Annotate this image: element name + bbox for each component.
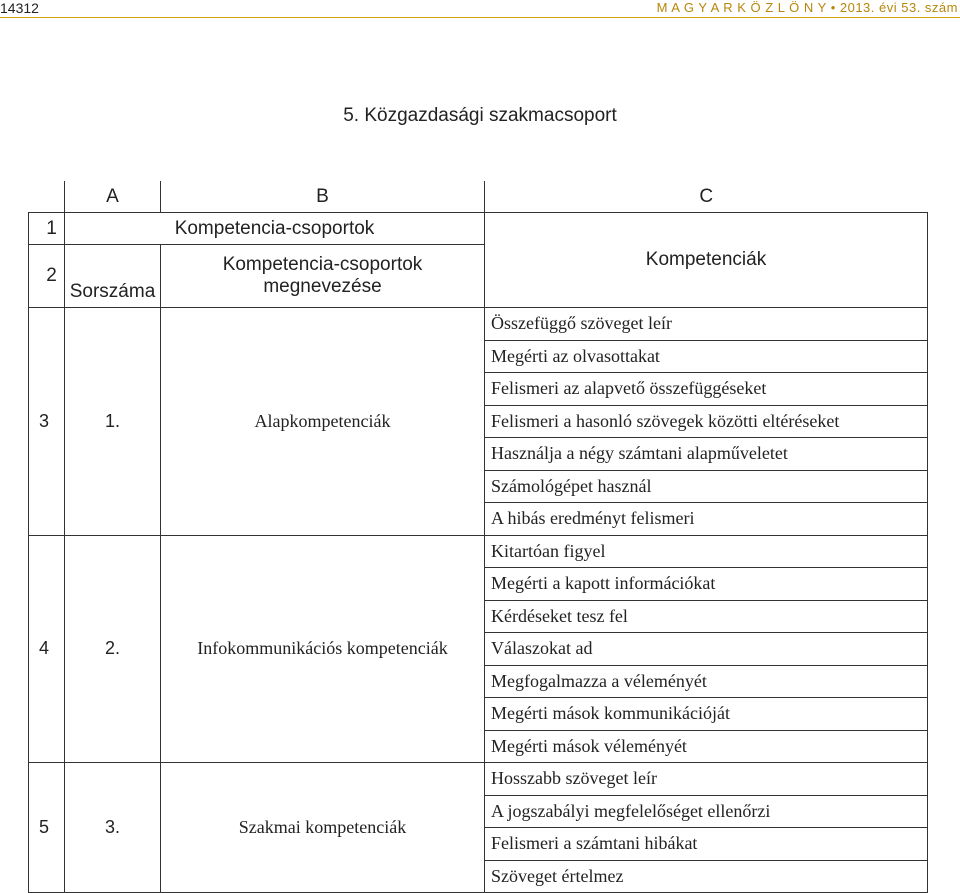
serial-header: Sorszáma	[65, 245, 161, 308]
competency-item: Válaszokat ad	[485, 633, 928, 666]
competency-item: Megérti mások véleményét	[485, 730, 928, 763]
competency-item: Megérti a kapott információkat	[485, 568, 928, 601]
competency-item: Kérdéseket tesz fel	[485, 600, 928, 633]
competency-item: Felismeri a hasonló szövegek közötti eltéréseket	[485, 405, 928, 438]
competency-item: Megérti az olvasottakat	[485, 340, 928, 373]
competencies-header: Kompetenciák	[485, 213, 928, 308]
journal-title: M A G Y A R K Ö Z L Ö N Y • 2013. évi 53. szám	[656, 0, 958, 15]
competency-item: Hosszabb szöveget leír	[485, 763, 928, 796]
group-header: Kompetencia-csoportok	[65, 213, 485, 245]
competency-item: A jogszabályi megfelelőséget ellenőrzi	[485, 795, 928, 828]
competency-item: Összefüggő szöveget leír	[485, 308, 928, 341]
column-letter-a: A	[65, 181, 161, 213]
group-name: Infokommunikációs kompetenciák	[161, 535, 485, 763]
row-number: 4	[29, 535, 65, 763]
header-rule	[0, 17, 960, 18]
competency-item: Használja a négy számtani alapműveletet	[485, 438, 928, 471]
competency-item: A hibás eredményt felismeri	[485, 503, 928, 536]
page-header	[0, 0, 960, 20]
competency-item: Számológépet használ	[485, 470, 928, 503]
group-serial: 3.	[65, 763, 161, 893]
group-serial: 1.	[65, 308, 161, 536]
group-name: Alapkompetenciák	[161, 308, 485, 536]
column-letter-row	[29, 181, 928, 213]
row-number: 1	[29, 213, 65, 245]
competency-item: Kitartóan figyel	[485, 535, 928, 568]
competency-item: Felismeri az alapvető összefüggéseket	[485, 373, 928, 406]
row-number: 3	[29, 308, 65, 536]
page-number: 14312	[0, 0, 39, 16]
competency-item: Felismeri a számtani hibákat	[485, 828, 928, 861]
section-title: 5. Közgazdasági szakmacsoport	[343, 105, 617, 126]
column-letter-c: C	[485, 181, 928, 213]
table-row	[29, 535, 928, 568]
group-name: Szakmai kompetenciák	[161, 763, 485, 893]
table-row	[29, 308, 928, 341]
row-number: 2	[29, 245, 65, 308]
competency-item: Megérti mások kommunikációját	[485, 698, 928, 731]
competency-item: Megfogalmazza a véleményét	[485, 665, 928, 698]
row-number: 5	[29, 763, 65, 893]
column-letter-b: B	[161, 181, 485, 213]
name-header: Kompetencia-csoportok megnevezése	[161, 245, 485, 308]
group-serial: 2.	[65, 535, 161, 763]
competency-item: Szöveget értelmez	[485, 860, 928, 893]
corner-cell	[29, 181, 65, 213]
table-row-1	[29, 213, 928, 245]
competency-table	[28, 181, 928, 893]
table-row	[29, 763, 928, 796]
